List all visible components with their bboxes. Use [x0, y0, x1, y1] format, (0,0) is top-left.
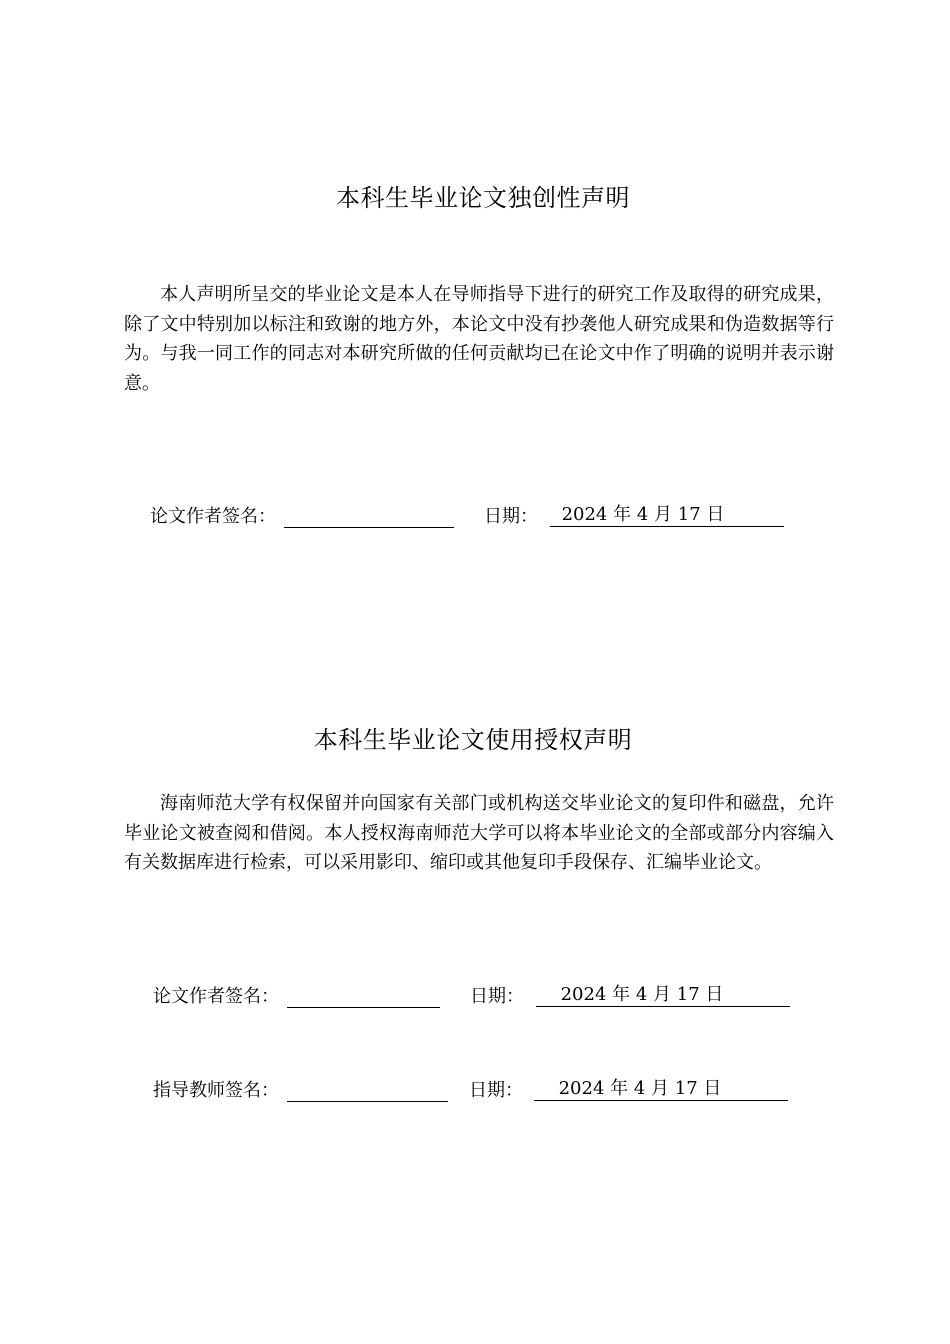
originality-signature-row: [150, 503, 810, 531]
author-signature-label: 论文作者签名：: [153, 986, 279, 1007]
advisor-signature-field[interactable]: [287, 1077, 448, 1102]
authorization-advisor-signature-row: [153, 1077, 813, 1105]
date-field[interactable]: 2024 年 4 月 17 日: [550, 503, 784, 527]
authorization-statement: 海南师范大学有权保留并向国家有关部门或机构送交毕业论文的复印件和磁盘，允许毕业论文被查阅和借阅。本人授权海南师范大学可以将本毕业论文的全部或部分内容编入有关数据库进行检索，可以采用影印、缩印或其他复印手段保存、汇编毕业论文。: [124, 793, 834, 873]
date-label: 日期：: [484, 506, 538, 527]
advisor-signature-label: 指导教师签名：: [153, 1080, 279, 1101]
authorization-title: 本科生毕业论文使用授权声明: [313, 726, 633, 754]
author-signature-label: 论文作者签名：: [150, 506, 276, 527]
date-field[interactable]: 2024 年 4 月 17 日: [536, 983, 790, 1007]
date-field[interactable]: 2024 年 4 月 17 日: [534, 1077, 788, 1101]
author-signature-field[interactable]: [287, 983, 440, 1008]
originality-statement: 本人声明所呈交的毕业论文是本人在导师指导下进行的研究工作及取得的研究成果，除了文中特别加以标注和致谢的地方外，本论文中没有抄袭他人研究成果和伪造数据等行为。与我一同工作的同志对本研究所做的任何贡献均已在论文中作了明确的说明并表示谢意。: [124, 284, 834, 394]
author-signature-field[interactable]: [284, 503, 454, 528]
date-label: 日期：: [469, 1080, 523, 1101]
originality-title: 本科生毕业论文独创性声明: [336, 184, 630, 212]
date-label: 日期：: [470, 986, 524, 1007]
authorization-author-signature-row: [153, 983, 813, 1011]
